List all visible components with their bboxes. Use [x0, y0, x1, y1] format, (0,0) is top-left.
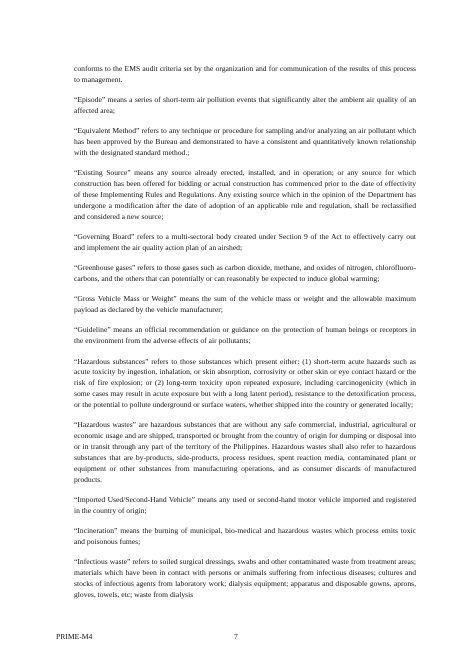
definition-infectious-waste: “Infectious waste” refers to soiled surgical dressings, swabs and other contaminated waste from treatment areas; materials which have been in contact with persons or animals suffering from infectious diseases; cultures and stocks of infectious agents from laboratory work; dialysis equipment; apparatus and disposable gowns, aprons, gloves, towels, etc; waste from dialysis: [74, 557, 416, 599]
definition-gross-vehicle-mass: “Gross Vehicle Mass or Weight” means the sum of the vehicle mass or weight and the allowable maximum payload as declared by the vehicle manufacturer;: [74, 294, 416, 315]
page-body: [74, 64, 416, 610]
definition-existing-source: “Existing Source” means any source already erected, installed, and in operation; or any source for which construction has been offered for bidding or actual construction has commenced prior to the date of effectivity of these Implementing Rules and Regulations. Any existing source which in the opinion of the Department has undergone a modification after the date of adoption of an applicable rule and regulation, shall be reclassified and considered a new source;: [74, 168, 416, 221]
footer-page-number: 7: [234, 632, 238, 641]
definition-greenhouse-gases: “Greenhouse gases” refers to those gases such as carbon dioxide, methane, and oxides of nitrogen, chlorofluoro-carbons, and the others that can potentially or can reasonably be expected to induce global warming;: [74, 263, 416, 284]
definition-equivalent-method: “Equivalent Method” refers to any technique or procedure for sampling and/or analyzing an air pollutant which has been approved by the Bureau and demonstrated to have a consistent and quantitatively known relationship with the designated standard method.;: [74, 126, 416, 158]
definition-governing-board: “Governing Board” refers to a multi-sectoral body created under Section 9 of the Act to effectively carry out and implement the air quality action plan of an airshed;: [74, 232, 416, 252]
definition-episode: “Episode” means a series of short-term air pollution events that significantly alter the ambient air quality of an affected area;: [74, 95, 416, 116]
footer-doc-id: PRIME-M4: [56, 632, 93, 641]
definition-hazardous-substances: “Hazardous substances” refers to those substances which present either: (1) short-term acute hazards such as acute toxicity by ingestion, inhalation, or skin absorption, corrosivity or other skin or eye contact hazard or the risk of fire explosion; or (2) long-term toxicity upon repeated exposure, including carcinogenicity (which in some cases may result in acute exposure but with a long latent period), resistance to the detoxification process, or the potential to pollute underground or surface waters, whether shipped into the country or generated locally;: [74, 356, 416, 410]
definition-guideline: “Guideline” means an official recommendation or guidance on the protection of human beings or receptors in the environment from the adverse effects of air pollutants;: [74, 325, 416, 346]
definition-hazardous-wastes: “Hazardous wastes” are hazardous substances that are without any safe commercial, industrial, agricultural or economic usage and are shipped, transported or brought from the country of origin for dumping or disposal into or in transit through any part of the territory of the Philippines. Hazardous wastes shall also refer to hazardous substances that are by-products, side-products, process residues, spent reaction media, contaminated plant or equipment or other substances from manufacturing operations, and as consumer discards of manufactured products.: [74, 420, 416, 484]
paragraph-ems-audit: conforms to the EMS audit criteria set by the organization and for communication of the results of this process to management.: [74, 64, 416, 84]
definition-imported-used-vehicle: “Imported Used/Second-Hand Vehicle” means any used or second-hand motor vehicle imported and registered in the country of origin;: [74, 495, 416, 515]
definition-incineration: “Incineration” means the burning of municipal, bio-medical and hazardous wastes which process emits toxic and poisonous fumes;: [74, 526, 416, 547]
